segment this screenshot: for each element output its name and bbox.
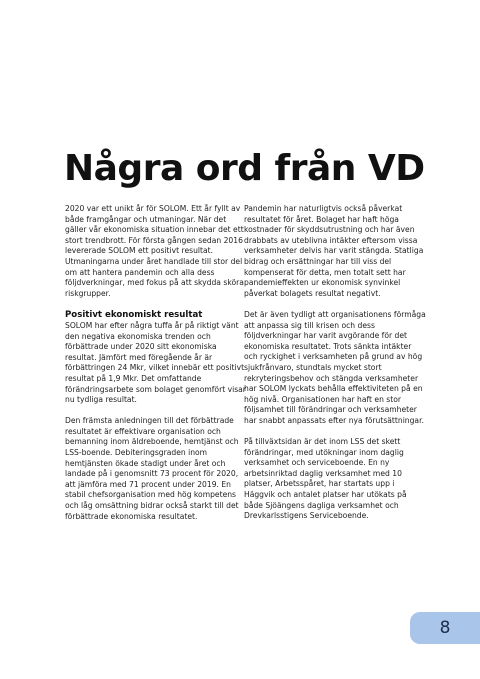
page-title: Några ord från VD [64,148,425,189]
result-paragraph: SOLOM har efter några tuffa år på riktigt vänt den negativa ekonomiska trenden och förbättrade under 2020 sitt ekonomiska resultat. Jämfört med föregående år är förbättringen 24 Mkr, vilket innebär ett positivt resultat på 1,9 Mkr. Det omfattande förändringsarbete som bolaget genomfört visar nu tydliga resultat. [65,320,246,405]
pandemic-paragraph: Pandemin har naturligtvis också påverkat resultatet för året. Bolaget har haft höga kostnader för skyddsutrustning och har även drabbats av uteblivna intäkter eftersom vissa verksamheter delvis har varit stängda. Statliga bidrag och ersättningar har till viss del kompenserat för detta, men totalt sett har pandemieffekten ur ekonomisk synvinkel påverkat bolagets resultat negativt. [244,204,424,298]
reason-paragraph: Den främsta anledningen till det förbättrade resultatet är effektivare organisation och bemanning inom äldreboende, hemtjänst och LSS-boende. Debiteringsgraden inom hemtjänsten ökade stadigt under året och landade på i genomsnitt 73 procent för 2020, att jämföra med 71 procent under 2019. En stabil chefsorganisation med hög kompetens och låg omsättning bidrar också starkt till det förbättrade ekonomiska resultatet. [65,416,239,521]
page-number-tab [410,612,480,644]
growth-paragraph: På tillväxtsidan är det inom LSS det skett förändringar, med utökningar inom daglig verksamhet och serviceboende. En ny arbetsinriktad daglig verksamhet med 10 platser, Arbetsspåret, har startats upp i Häggvik och antalet platser har utökats på både Sjöängens dagliga verksamhet och Drevkarlsstigens Serviceboende. [244,437,407,521]
page-number: 8 [439,618,451,638]
right-column [244,204,426,532]
left-column [65,204,247,533]
adaptation-paragraph: Det är även tydligt att organisationens förmåga att anpassa sig till krisen och dess följdverkningar har varit avgörande för det ekonomiska resultatet. Trots sänkta intäkter och ryckighet i verksamheten på grund av hög sjukfrånvaro, stundtals mycket stort rekryteringsbehov och stängda verksamheter har SOLOM lyckats behålla effektiviteten på en hög nivå. Organisationen har haft en stor följsamhet till förändringar och verksamheter har snabbt anpassats efter nya förutsättningar. [244,309,426,425]
section-heading: Positivt ekonomiskt resultat [65,309,203,320]
intro-paragraph: 2020 var ett unikt år för SOLOM. Ett år fyllt av både framgångar och utmaningar. När det gäller vår ekonomiska situation innebar det ett stort trendbrott. För första gången sedan 2016 levererade SOLOM ett positivt resultat. Utmaningarna under året handlade till stor del om att hantera pandemin och alla dess följdverkningar, med fokus på att skydda sköra riskgrupper. [65,204,244,298]
